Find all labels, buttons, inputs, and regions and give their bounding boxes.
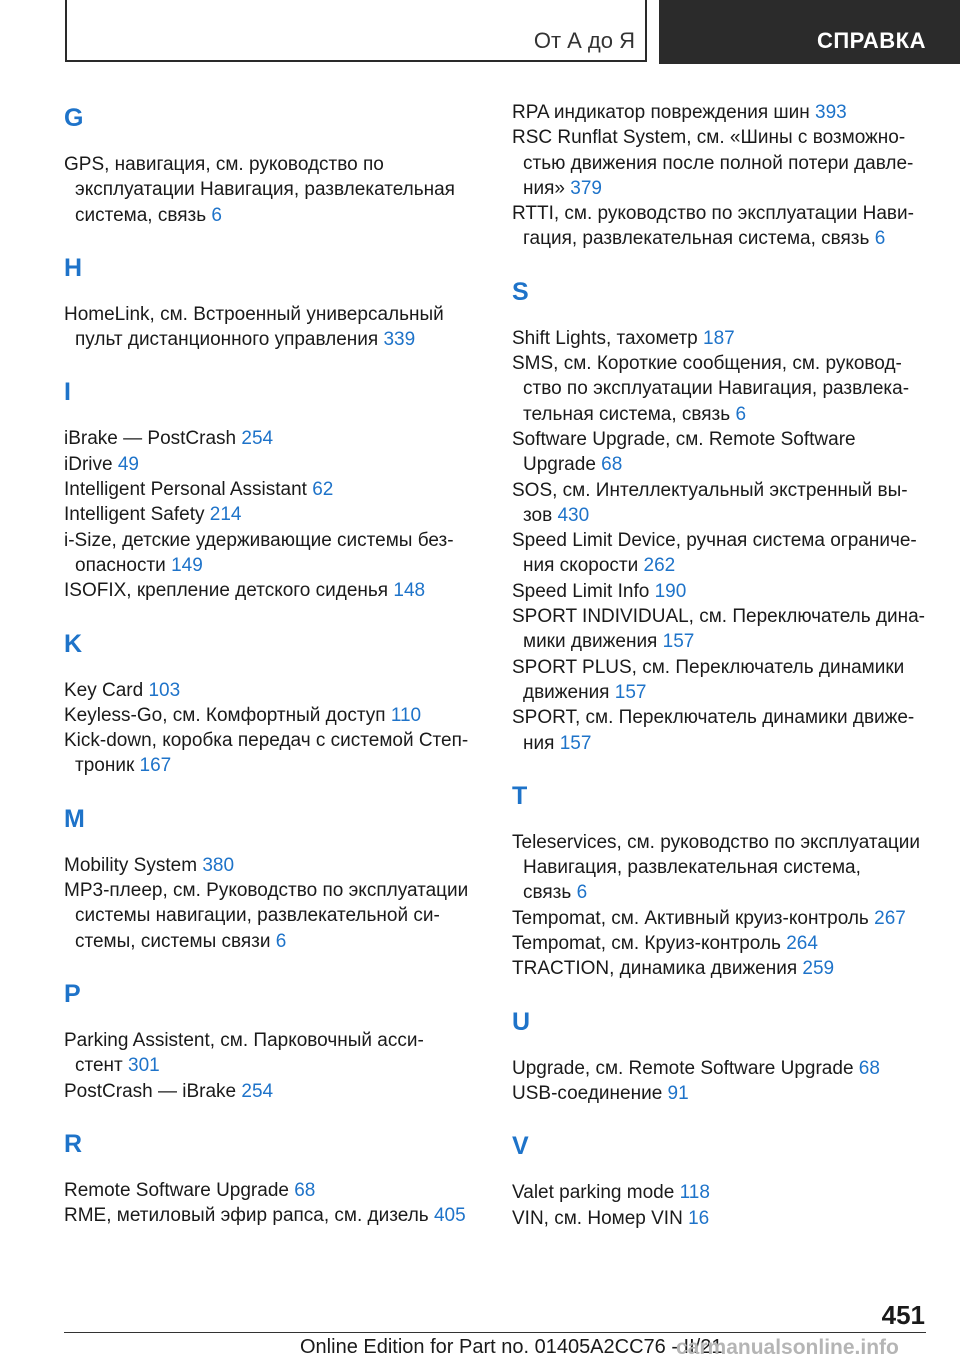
entry-text: USB-соединение	[512, 1082, 663, 1104]
entry-line	[64, 327, 476, 352]
index-entry	[512, 830, 928, 906]
entry-line	[64, 177, 476, 202]
entry-line	[512, 931, 928, 956]
entry-text: Teleservices, см. руководство по эксплуатации	[512, 831, 921, 853]
entry-line	[64, 753, 476, 778]
page-link[interactable]: 6	[735, 403, 747, 425]
entry-text: пульт дистанционного управления	[75, 329, 379, 351]
page-link[interactable]: 62	[312, 479, 334, 501]
index-entry	[64, 477, 476, 502]
entry-text: движения	[523, 681, 610, 703]
entry-line	[512, 830, 928, 855]
entry-line	[64, 678, 476, 703]
section-letter: R	[64, 1129, 83, 1158]
entry-line	[512, 855, 928, 880]
index-entry	[512, 655, 928, 706]
page-link[interactable]: 6	[874, 228, 886, 250]
page-link[interactable]: 405	[433, 1205, 466, 1227]
entry-text: Speed Limit Info	[512, 580, 650, 602]
page-link[interactable]: 379	[570, 177, 602, 199]
entry-text: RME, метиловый эфир рапса, см. дизель	[64, 1205, 429, 1227]
page-link[interactable]: 91	[667, 1082, 689, 1104]
entry-text: стью движения после полной потери давле-	[523, 152, 914, 174]
index-section	[64, 1126, 476, 1229]
index-entry	[64, 1178, 476, 1203]
index-entry	[512, 427, 928, 478]
entry-line	[64, 1079, 476, 1104]
entry-line	[512, 151, 928, 176]
entry-text: Kick-down, коробка передач с системой Степ-	[64, 730, 469, 752]
index-entry	[64, 1203, 476, 1228]
entry-text: iDrive	[64, 453, 113, 475]
entry-text: ISOFIX, крепление детского сиденья	[64, 580, 389, 602]
section-tab-label: От А до Я	[533, 28, 635, 53]
index-section	[64, 976, 476, 1104]
entry-text: PostCrash — iBrake	[64, 1080, 237, 1102]
entry-text: SPORT PLUS, см. Переключатель динамики	[512, 656, 905, 678]
index-section	[512, 100, 928, 252]
page-number: 451	[881, 1300, 925, 1330]
entry-line	[512, 731, 928, 756]
entry-text: Upgrade, см. Remote Software Upgrade	[512, 1057, 854, 1079]
entry-text: Software Upgrade, см. Remote Software	[512, 428, 856, 450]
entry-line	[64, 1053, 476, 1078]
entry-text: Key Card	[64, 679, 144, 701]
page-link[interactable]: 339	[383, 329, 416, 351]
entry-line	[512, 604, 928, 629]
entry-line	[64, 553, 476, 578]
entry-text: MP3-плеер, см. Руководство по эксплуатации	[64, 880, 469, 902]
index-entry	[512, 478, 928, 529]
page-link[interactable]: 301	[128, 1055, 160, 1077]
index-section	[64, 801, 476, 954]
index-entry	[64, 152, 476, 228]
index-entry	[512, 906, 928, 931]
entry-line	[64, 452, 476, 477]
entry-line	[64, 1178, 476, 1203]
section-tab[interactable]	[65, 0, 647, 62]
page-link[interactable]: 430	[557, 504, 590, 526]
entry-line	[512, 503, 928, 528]
page-link[interactable]: 68	[294, 1179, 316, 1201]
entry-text: SPORT INDIVIDUAL, см. Переключатель дина-	[512, 606, 925, 628]
entry-line	[64, 578, 476, 603]
entry-line	[512, 906, 928, 931]
entry-line	[64, 703, 476, 728]
entry-text: Intelligent Personal Assistant	[64, 479, 307, 501]
chapter-tab[interactable]	[659, 0, 960, 64]
index-entry	[64, 528, 476, 579]
index-entry	[64, 728, 476, 779]
page-link[interactable]: 157	[559, 732, 592, 754]
entry-text: Upgrade	[523, 454, 596, 476]
page-link[interactable]: 190	[654, 580, 687, 602]
section-letter: I	[64, 378, 71, 407]
index-entry	[512, 1081, 928, 1106]
entry-line	[64, 477, 476, 502]
entry-text: Mobility System	[64, 854, 198, 876]
entry-text: троник	[75, 755, 135, 777]
section-letter: H	[64, 253, 83, 282]
index-entry	[64, 426, 476, 451]
entry-line	[64, 203, 476, 228]
entry-text: SPORT, см. Переключатель динамики движе-	[512, 707, 915, 729]
entry-text: связь	[523, 882, 572, 904]
index-section	[64, 374, 476, 603]
section-letter: K	[64, 629, 83, 658]
page-link[interactable]: 254	[241, 1080, 274, 1102]
index-entry	[64, 452, 476, 477]
entry-line	[64, 903, 476, 928]
watermark: carmanualsonline.info	[676, 1336, 899, 1359]
entry-line	[512, 956, 928, 981]
entry-line	[512, 125, 928, 150]
entry-line	[512, 201, 928, 226]
entry-line	[512, 376, 928, 401]
index-entry	[512, 1206, 928, 1231]
index-entry	[64, 1079, 476, 1104]
index-entry	[512, 931, 928, 956]
page-link[interactable]: 187	[703, 327, 735, 349]
entry-line	[64, 502, 476, 527]
page-link[interactable]: 68	[858, 1057, 880, 1079]
entry-text: ния	[523, 732, 555, 754]
entry-line	[512, 478, 928, 503]
page-link[interactable]: 148	[393, 580, 426, 602]
page-link[interactable]: 157	[662, 631, 695, 653]
entry-text: Tempomat, см. Круиз-контроль	[512, 933, 781, 955]
page-link[interactable]: 49	[117, 453, 139, 475]
entry-line	[64, 853, 476, 878]
page-link[interactable]: 16	[688, 1207, 710, 1229]
entry-text: тельная система, связь	[523, 403, 731, 425]
entry-line	[64, 426, 476, 451]
page-link[interactable]: 259	[802, 958, 835, 980]
page-link[interactable]: 267	[874, 907, 906, 929]
entry-text: Tempomat, см. Активный круиз-контроль	[512, 907, 869, 929]
page-link[interactable]: 110	[390, 704, 422, 726]
entry-text: VIN, см. Номер VIN	[512, 1207, 683, 1229]
index-entry	[512, 705, 928, 756]
entry-line	[512, 579, 928, 604]
entry-text: iBrake — PostCrash	[64, 428, 237, 450]
index-entry	[64, 678, 476, 703]
index-column-left	[64, 100, 476, 1250]
entry-line	[512, 351, 928, 376]
entry-line	[64, 878, 476, 903]
entry-text: Parking Assistent, см. Парковочный асси-	[64, 1029, 424, 1051]
index-entry	[512, 125, 928, 201]
entry-text: TRACTION, динамика движения	[512, 958, 798, 980]
entry-line	[512, 326, 928, 351]
page-header	[0, 0, 960, 64]
entry-text: мики движения	[523, 631, 658, 653]
index-entry	[64, 302, 476, 353]
section-letter: T	[512, 781, 528, 810]
index-entry	[512, 528, 928, 579]
chapter-tab-label: СПРАВКА	[816, 28, 926, 53]
index-entry	[512, 956, 928, 981]
entry-text: Intelligent Safety	[64, 504, 205, 526]
entry-line	[512, 553, 928, 578]
entry-line	[512, 880, 928, 905]
index-section	[64, 100, 476, 228]
entry-line	[64, 528, 476, 553]
footer-divider	[64, 1332, 926, 1333]
section-letter: M	[64, 804, 85, 833]
entry-text: Speed Limit Device, ручная система ограниче-	[512, 530, 917, 552]
entry-line	[64, 152, 476, 177]
index-entry	[512, 604, 928, 655]
entry-text: Навигация, развлекательная система,	[523, 857, 861, 879]
entry-line	[512, 705, 928, 730]
index-entry	[64, 578, 476, 603]
index-entry	[512, 1056, 928, 1081]
entry-text: HomeLink, см. Встроенный универсальный	[64, 303, 444, 325]
index-entry	[64, 502, 476, 527]
page-link[interactable]: 103	[148, 679, 181, 701]
index-entry	[512, 351, 928, 427]
entry-line	[64, 929, 476, 954]
index-section	[64, 626, 476, 779]
index-section	[512, 778, 928, 982]
page-link[interactable]: 6	[275, 930, 287, 952]
page-link[interactable]: 167	[139, 755, 172, 777]
page-link[interactable]: 68	[601, 454, 623, 476]
entry-text: Remote Software Upgrade	[64, 1179, 289, 1201]
entry-line	[64, 728, 476, 753]
page-link[interactable]: 264	[786, 933, 818, 955]
entry-line	[512, 226, 928, 251]
index-section	[512, 1004, 928, 1107]
entry-text: SMS, см. Короткие сообщения, см. руковод-	[512, 353, 902, 375]
entry-text: ство по эксплуатации Навигация, развлека-	[523, 378, 910, 400]
entry-line	[512, 427, 928, 452]
page-link[interactable]: 254	[241, 428, 274, 450]
entry-line	[512, 1180, 928, 1205]
index-entry	[64, 703, 476, 728]
entry-text: ния»	[523, 177, 565, 199]
index-entry	[512, 579, 928, 604]
entry-text: опасности	[75, 554, 166, 576]
index-entry	[64, 1028, 476, 1079]
entry-line	[512, 176, 928, 201]
page-link[interactable]: 6	[211, 204, 222, 226]
entry-text: стемы, системы связи	[75, 930, 271, 952]
page-link[interactable]: 118	[679, 1182, 710, 1204]
entry-line	[512, 655, 928, 680]
entry-text: система, связь	[75, 204, 207, 226]
entry-line	[512, 100, 928, 125]
page-link[interactable]: 380	[202, 854, 235, 876]
edition-text: Online Edition for Part no. 01405A2CC76 - II/21	[300, 1336, 723, 1358]
page-link[interactable]: 149	[171, 554, 203, 576]
entry-line	[64, 1028, 476, 1053]
entry-line	[512, 402, 928, 427]
entry-text: стент	[75, 1055, 123, 1077]
entry-text: RSC Runflat System, см. «Шины с возможно-	[512, 127, 906, 149]
entry-line	[64, 1203, 476, 1228]
entry-line	[512, 1206, 928, 1231]
entry-text: Valet parking mode	[512, 1182, 675, 1204]
entry-text: гация, развлекательная система, связь	[523, 228, 870, 250]
entry-line	[64, 302, 476, 327]
entry-text: системы навигации, развлекательной си-	[75, 905, 440, 927]
index-column-right	[512, 100, 928, 1253]
entry-text: GPS, навигация, см. руководство по	[64, 154, 384, 175]
entry-text: Keyless-Go, см. Комфортный доступ	[64, 704, 386, 726]
entry-line	[512, 1056, 928, 1081]
entry-line	[512, 528, 928, 553]
entry-text: эксплуатации Навигация, развлекательная	[75, 179, 455, 201]
entry-text: RTTI, см. руководство по эксплуатации Нави-	[512, 203, 914, 225]
index-entry	[512, 326, 928, 351]
section-letter: P	[64, 979, 81, 1008]
entry-text: Shift Lights, тахометр	[512, 327, 698, 349]
section-letter: S	[512, 277, 529, 306]
page-link[interactable]: 157	[614, 681, 647, 703]
index-entry	[512, 1180, 928, 1205]
entry-text: зов	[523, 504, 553, 526]
entry-line	[512, 1081, 928, 1106]
page-link[interactable]: 393	[815, 102, 847, 123]
index-section	[512, 274, 928, 756]
entry-line	[512, 629, 928, 654]
page-link[interactable]: 6	[576, 882, 588, 904]
entry-line	[512, 452, 928, 477]
section-letter: V	[512, 1132, 529, 1161]
index-entry	[64, 853, 476, 878]
entry-line	[512, 680, 928, 705]
index-entry	[64, 878, 476, 954]
entry-text: ния скорости	[523, 555, 639, 577]
index-entry	[512, 201, 928, 252]
index-section	[64, 250, 476, 353]
index-section	[512, 1128, 928, 1231]
entry-text: RPA индикатор повреждения шин	[512, 102, 810, 123]
page-link[interactable]: 262	[643, 555, 676, 577]
index-entry	[512, 100, 928, 125]
section-letter: U	[512, 1007, 531, 1036]
entry-text: i-Size, детские удерживающие системы без-	[64, 529, 454, 551]
section-letter: G	[64, 104, 84, 132]
page-link[interactable]: 214	[209, 504, 242, 526]
entry-text: SOS, см. Интеллектуальный экстренный вы-	[512, 479, 908, 501]
